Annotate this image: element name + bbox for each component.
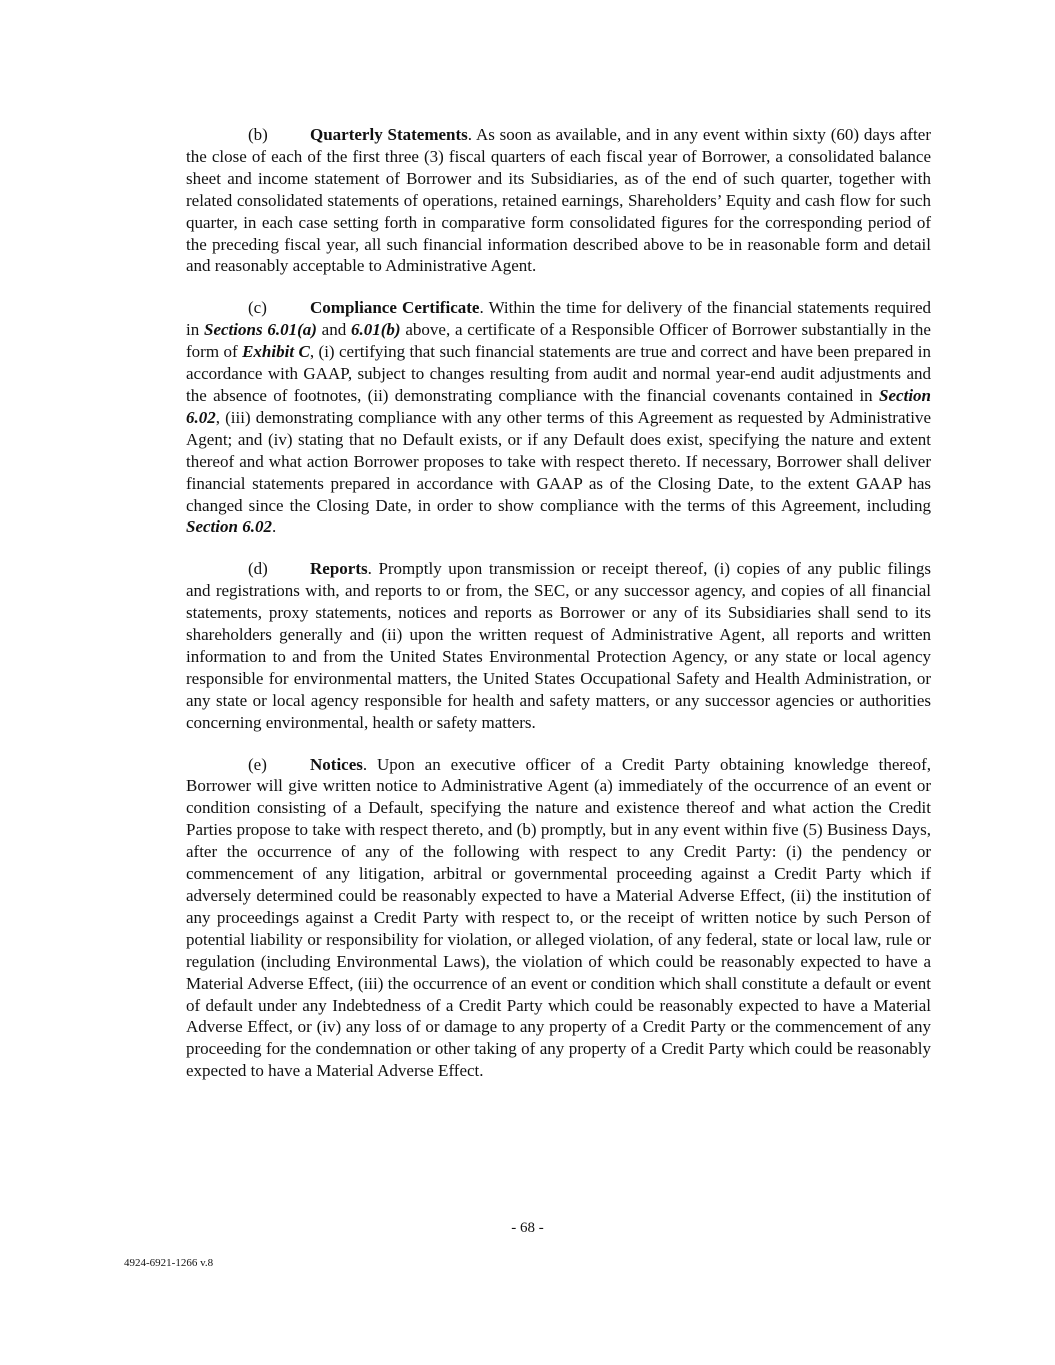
paragraph-e [186,754,931,1083]
paragraph-text: . Promptly upon transmission or receipt thereof, (i) copies of any public filings and registrations with, and reports to or from, the SEC, or any successor agency, and copies of all financial statements, proxy statements, notices and reports as Borrower or any of its Subsidiaries shall send to its shareholders generally and (ii) upon the written request of Administrative Agent, all reports and written information to and from the United States Environmental Protection Agency, or any state or local agency responsible for environmental matters, the United States Occupational Safety and Health Administration, or any state or local agency responsible for health and safety matters, or any successor agencies or authorities concerning environmental, health or safety matters. [186,559,931,732]
paragraph-number: (d) [248,559,268,579]
paragraph-text: , (i) certifying that such financial statements are true and correct and have been prepared in accordance with GAAP, subject to changes resulting from audit and normal year-end audit adjustments and the absence of footnotes, (ii) demonstrating compliance with the financial covenants contained in [186,342,931,405]
paragraph-heading: Quarterly Statements [310,125,468,144]
paragraph-c [186,297,931,538]
exhibit-reference: Exhibit C [242,342,310,362]
paragraph-text: and [316,320,351,340]
section-reference: Section 6.02 [186,385,931,427]
paragraph-heading: Notices [310,754,363,774]
paragraph-text: . Upon an executive officer of a Credit Party obtaining knowledge thereof, Borrower will give written notice to Administrative Agent (a) immediately of the occurrence of an event or condition consisting of a Default, specifying the nature and existence thereof and what action the Credit Parties propose to take with respect thereto, and (b) promptly, but in any event within five (5) Business Days, after the occurrence of any of the following with respect to any Credit Party: (i) the pendency or commencement of any litigation, arbitral or governmental proceeding against a Credit Party which if adversely determined could be reasonably expected to have a Material Adverse Effect, (ii) the institution of any proceedings against a Credit Party with respect to, or the receipt of written notice by such Person of potential liability or responsibility for violation, or alleged violation, of any federal, state or local law, rule or regulation (including Environmental Laws), the violation of which could be reasonably expected to have a Material Adverse Effect, (iii) the occurrence of an event or condition which shall constitute a default or event of default under any Indebtedness of a Credit Party which could be reasonably expected to have a Material Adverse Effect, or (iv) any loss of or damage to any property of a Credit Party or the commencement of any proceeding for the condemnation or other taking of any property of a Credit Party which could be reasonably expected to have a Material Adverse Effect. [186,754,931,1081]
page-number: - 68 - [511,1220,544,1236]
paragraph-text: . Within the time for delivery of the financial statements required in [186,298,931,340]
section-reference: 6.01(b) [351,320,401,340]
paragraph-number: (e) [248,754,267,774]
paragraph-d [186,558,931,733]
paragraph-text: above, a certificate of a Responsible Officer of Borrower substantially in the form of [186,320,931,362]
document-body [186,124,931,1102]
paragraph-text: . As soon as available, and in any event within sixty (60) days after the close of each of the first three (3) fiscal quarters of each fiscal year of Borrower, a consolidated balance sheet and income statement of Borrower and its Subsidiaries, as of the end of such quarter, together with related consolidated statements of operations, retained earnings, Shareholders’ Equity and cash flow for such quarter, in each case setting forth in comparative form consolidated figures for the corresponding period of the preceding fiscal year, all such financial information described above to be in reasonable form and detail and reasonably acceptable to Administrative Agent. [186,125,931,276]
paragraph-heading: Reports [310,559,368,579]
document-id: 4924-6921-1266 v.8 [124,1257,214,1269]
section-reference: Sections 6.01(a) [204,320,317,340]
paragraph-heading: Compliance Certificate [310,298,480,318]
paragraph-number: (c) [248,298,267,318]
paragraph-b [186,124,931,277]
section-reference: Section 6.02 [186,517,272,537]
paragraph-number: (b) [248,125,268,144]
paragraph-text: . [271,517,277,537]
paragraph-text: , (iii) demonstrating compliance with any other terms of this Agreement as requested by Administrative Agent; and (iv) stating that no Default exists, or if any Default does exist, specifying the nature and extent thereof and what action Borrower proposes to take with respect thereto. If necessary, Borrower shall deliver financial statements prepared in accordance with GAAP as of the Closing Date, to the extent GAAP has changed since the Closing Date, in order to show compliance with the terms of this Agreement, including [186,407,931,515]
